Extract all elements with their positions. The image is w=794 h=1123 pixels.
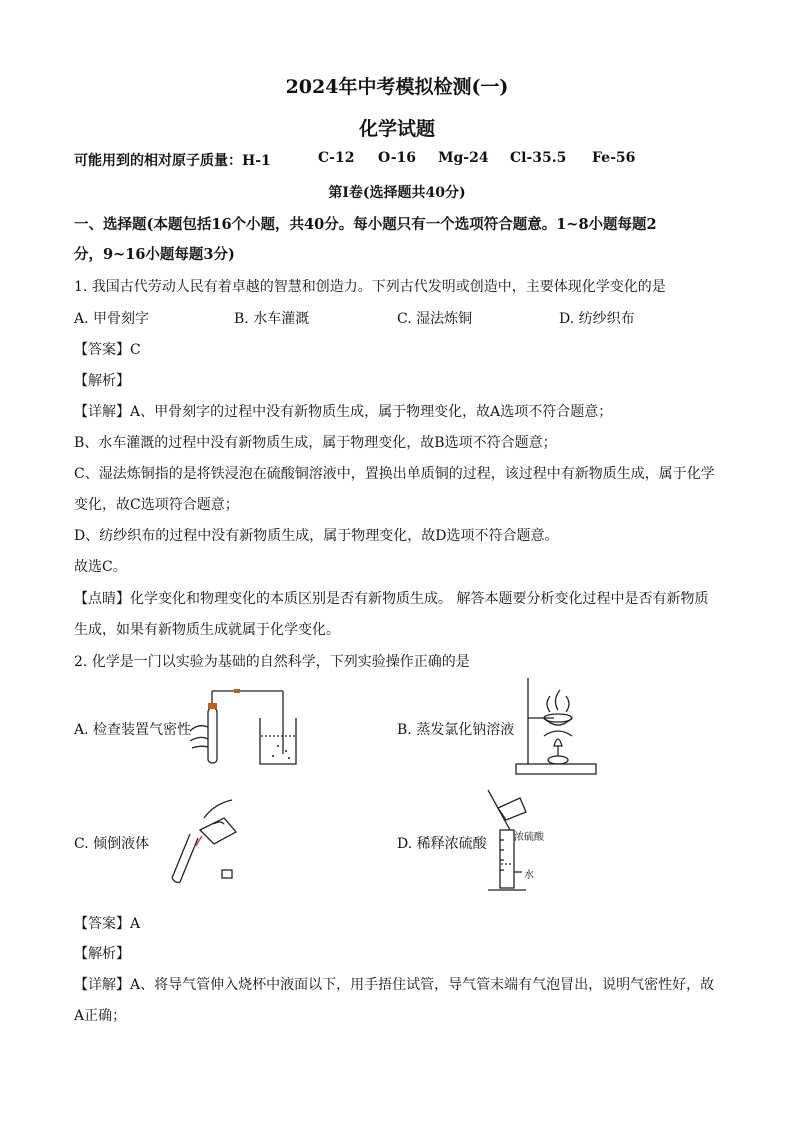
- atomic-mass-item: C-12: [318, 150, 355, 166]
- fig-d-label-water: 水: [524, 870, 534, 881]
- q2-detail-line: A正确；: [74, 1008, 127, 1024]
- q1-option-c: C. 湿法炼铜: [397, 311, 473, 327]
- atomic-mass-label: 可能用到的相对原子质量：H-1: [74, 153, 271, 169]
- section-heading: 一、选择题(本题包括16个小题，共40分。每小题只有一个选项符合题意。1~8小题每题2: [74, 216, 657, 233]
- q1-detail-line: B、水车灌溉的过程中没有新物质生成，属于物理变化，故B选项不符合题意；: [74, 435, 557, 451]
- q2-option-d: D. 稀释浓硫酸: [397, 836, 487, 852]
- q2-answer: 【答案】A: [74, 916, 141, 932]
- figure-pouring-liquid: [164, 798, 244, 884]
- fig-d-label-acid: 浓硫酸: [514, 832, 544, 843]
- q1-detail-line: D、纺纱织布的过程中没有新物质生成，属于物理变化，故D选项不符合题意。: [74, 528, 559, 544]
- q1-analysis-label: 【解析】: [74, 373, 130, 389]
- q2-option-b: B. 蒸发氯化钠溶液: [397, 722, 515, 738]
- q2-detail-line: 【详解】A、将导气管伸入烧杯中液面以下，用手捂住试管，导气管末端有气泡冒出，说明气密性好，故: [74, 977, 715, 993]
- figure-evaporation: [514, 676, 598, 778]
- q1-detail-line: C、湿法炼铜指的是将铁浸泡在硫酸铜溶液中，置换出单质铜的过程，该过程中有新物质生成，属于化学: [74, 466, 715, 482]
- page-title: 2024年中考模拟检测(一): [285, 76, 509, 98]
- q1-point-line: 【点睛】化学变化和物理变化的本质区别是否有新物质生成。 解答本题要分析变化过程中是否有新物质: [74, 591, 709, 607]
- question-1-stem: 1. 我国古代劳动人民有着卓越的智慧和创造力。下列古代发明或创造中，主要体现化学变化的是: [74, 279, 666, 295]
- question-2-stem: 2. 化学是一门以实验为基础的自然科学，下列实验操作正确的是: [74, 654, 470, 670]
- q2-analysis-label: 【解析】: [74, 946, 130, 962]
- q1-option-d: D. 纺纱织布: [559, 311, 635, 327]
- page-subtitle: 化学试题: [358, 118, 435, 140]
- q1-detail-line: 故选C。: [74, 559, 127, 575]
- q1-detail-line: 变化，故C选项符合题意；: [74, 497, 239, 513]
- atomic-mass-item: Fe-56: [592, 150, 636, 166]
- q2-option-c: C. 倾倒液体: [74, 836, 150, 852]
- q1-option-a: A. 甲骨刻字: [74, 311, 150, 327]
- atomic-mass-item: O-16: [378, 150, 417, 166]
- q2-option-a: A. 检查装置气密性: [74, 722, 192, 738]
- atomic-mass-item: Mg-24: [438, 150, 489, 166]
- q1-point-line: 生成，如果有新物质生成就属于化学变化。: [74, 622, 340, 638]
- part-title: 第Ⅰ卷(选择题共40分): [328, 185, 466, 201]
- figure-airtightness-check: [188, 686, 298, 766]
- section-heading-cont: 分，9~16小题每题3分): [74, 246, 235, 263]
- q1-detail-line: 【详解】A、甲骨刻字的过程中没有新物质生成，属于物理变化，故A选项不符合题意；: [74, 404, 613, 420]
- q1-option-b: B. 水车灌溉: [234, 311, 310, 327]
- q1-answer: 【答案】C: [74, 342, 141, 358]
- atomic-mass-item: Cl-35.5: [510, 150, 567, 166]
